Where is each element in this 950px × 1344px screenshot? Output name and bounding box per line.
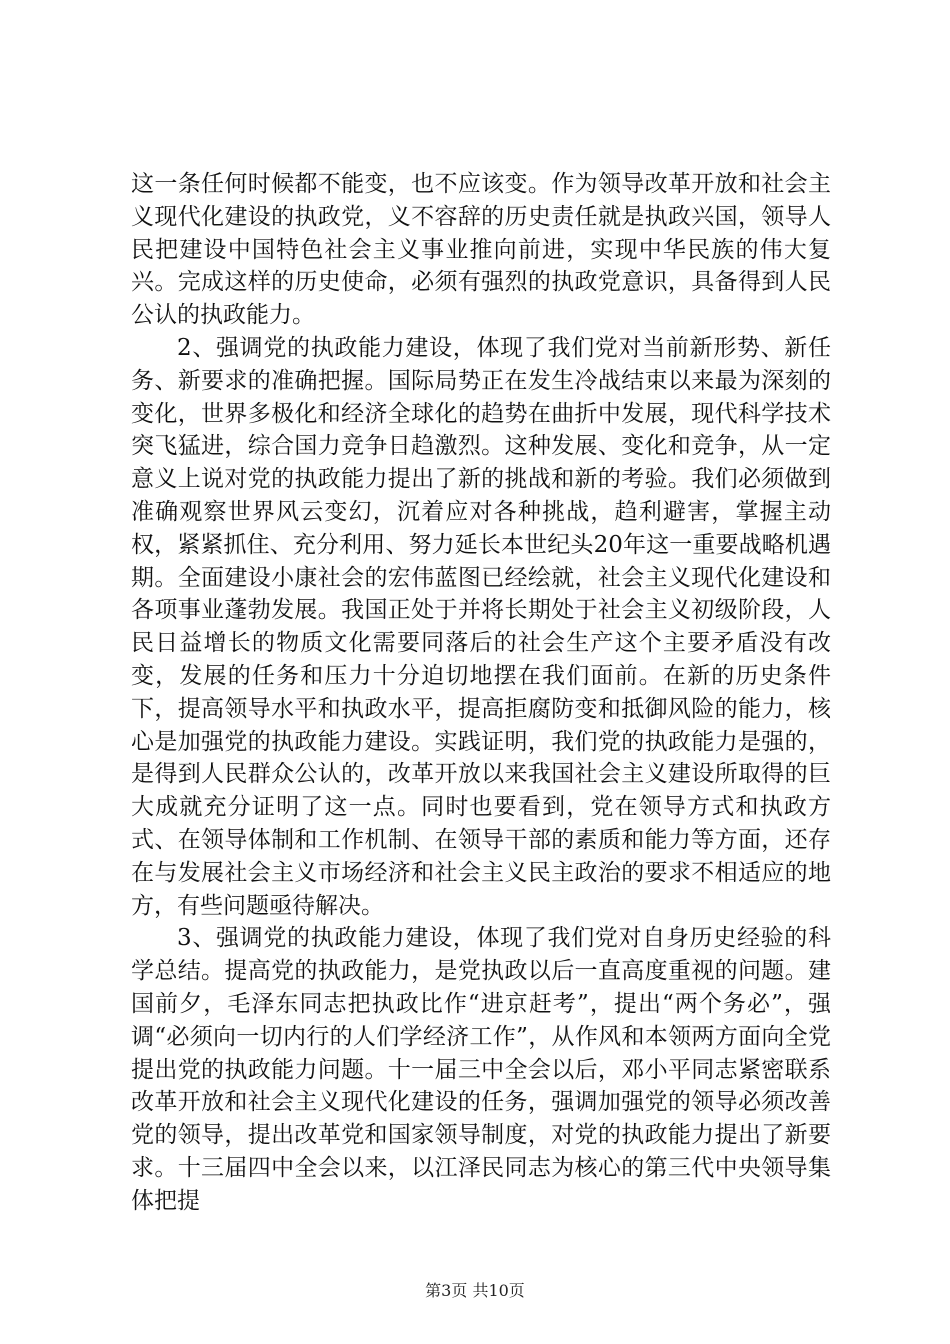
page-footer: [0, 1281, 950, 1301]
paragraph-1: 这一条任何时候都不能变，也不应该变。作为领导改革开放和社会主义现代化建设的执政党，义不容辞的历史责任就是执政兴国，领导人民把建设中国特色社会主义事业推向前进，实现中华民族的伟大复兴。完成这样的历史使命，必须有强烈的执政党意识，具备得到人民公认的执政能力。: [131, 171, 831, 329]
page-number: 第3页 共10页: [425, 1281, 525, 1300]
paragraph-2: 2、强调党的执政能力建设，体现了我们党对当前新形势、新任务、新要求的准确把握。国际局势正在发生冷战结束以来最为深刻的变化，世界多极化和经济全球化的趋势在曲折中发展，现代科学技术突飞猛进，综合国力竞争日趋激烈。这种发展、变化和竞争，从一定意义上说对党的执政能力提出了新的挑战和新的考验。我们必须做到准确观察世界风云变幻，沉着应对各种挑战，趋利避害，掌握主动权，紧紧抓住、充分利用、努力延长本世纪头20年这一重要战略机遇期。全面建设小康社会的宏伟蓝图已经绘就，社会主义现代化建设和各项事业蓬勃发展。我国正处于并将长期处于社会主义初级阶段，人民日益增长的物质文化需要同落后的社会生产这个主要矛盾没有改变，发展的任务和压力十分迫切地摆在我们面前。在新的历史条件下，提高领导水平和执政水平，提高拒腐防变和抵御风险的能力，核心是加强党的执政能力建设。实践证明，我们党的执政能力是强的，是得到人民群众公认的，改革开放以来我国社会主义建设所取得的巨大成就充分证明了这一点。同时也要看到，党在领导方式和执政方式、在领导体制和工作机制、在领导干部的素质和能力等方面，还存在与发展社会主义市场经济和社会主义民主政治的要求不相适应的地方，有些问题亟待解决。: [131, 334, 831, 919]
paragraph-3: 3、强调党的执政能力建设，体现了我们党对自身历史经验的科学总结。提高党的执政能力，是党执政以后一直高度重视的问题。建国前夕，毛泽东同志把执政比作“进京赶考”，提出“两个务必”，强调“必须向一切内行的人们学经济工作”，从作风和本领两方面向全党提出党的执政能力问题。十一届三中全会以后，邓小平同志紧密联系改革开放和社会主义现代化建设的任务，强调加强党的领导必须改善党的领导，提出改革党和国家领导制度，对党的执政能力提出了新要求。十三届四中全会以来，以江泽民同志为核心的第三代中央领导集体把提: [131, 925, 831, 1214]
document-body: [131, 168, 831, 1218]
